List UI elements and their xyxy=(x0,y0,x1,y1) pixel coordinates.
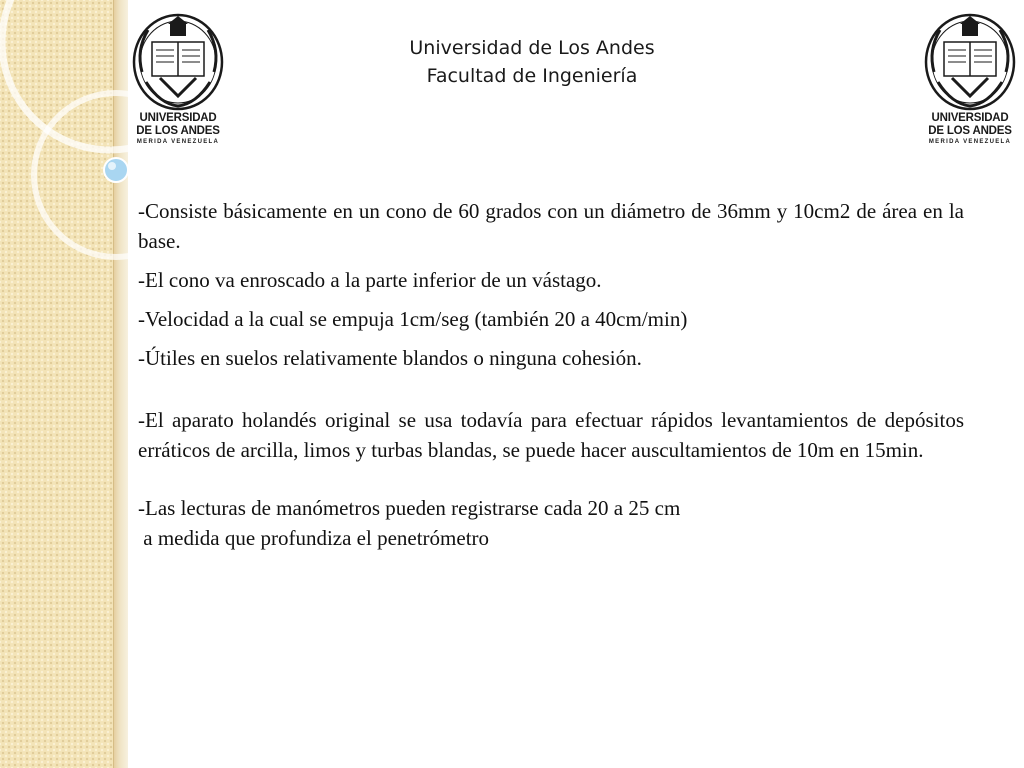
paragraph-gauge-readings-line2: a medida que profundiza el penetrómetro xyxy=(138,526,490,550)
paragraph-cone-threaded: -El cono va enroscado a la parte inferior de un vástago. xyxy=(138,268,602,292)
decorative-blue-dot-highlight xyxy=(108,162,116,170)
logo-name-line1: UNIVERSIDAD xyxy=(931,112,1009,124)
paragraph-dutch-apparatus: -El aparato holandés original se usa todavía para efectuar rápidos levantamientos de depósitos erráticos de arcilla, limos y turbas blandas, se puede hacer auscultamientos de 10m en 15min. xyxy=(138,408,964,462)
paragraph-gauge-readings-line1: -Las lecturas de manómetros pueden registrarse cada 20 a 25 cm xyxy=(138,496,681,520)
decorative-blue-dot xyxy=(104,158,128,182)
university-logo-right xyxy=(922,12,1018,150)
logo-name-line2: DE LOS ANDES xyxy=(136,125,220,137)
paragraph-cone-description: -Consiste básicamente en un cono de 60 grados con un diámetro de 36mm y 10cm2 de área en la base. xyxy=(138,199,964,253)
university-crest-icon xyxy=(130,12,226,112)
paragraph-useful-soils: -Útiles en suelos relativamente blandos o ninguna cohesión. xyxy=(138,346,642,370)
faculty-name: Facultad de Ingeniería xyxy=(426,65,638,87)
logo-name-line2: DE LOS ANDES xyxy=(928,125,1012,137)
university-crest-icon xyxy=(922,12,1018,112)
slide-body xyxy=(138,196,964,553)
logo-city: MERIDA VENEZUELA xyxy=(136,139,220,145)
logo-name-line1: UNIVERSIDAD xyxy=(139,112,217,124)
university-name: Universidad de Los Andes xyxy=(409,37,655,59)
paragraph-push-speed: -Velocidad a la cual se empuja 1cm/seg (también 20 a 40cm/min) xyxy=(138,307,688,331)
logo-city: MERIDA VENEZUELA xyxy=(928,139,1012,145)
university-logo-left xyxy=(130,12,226,150)
